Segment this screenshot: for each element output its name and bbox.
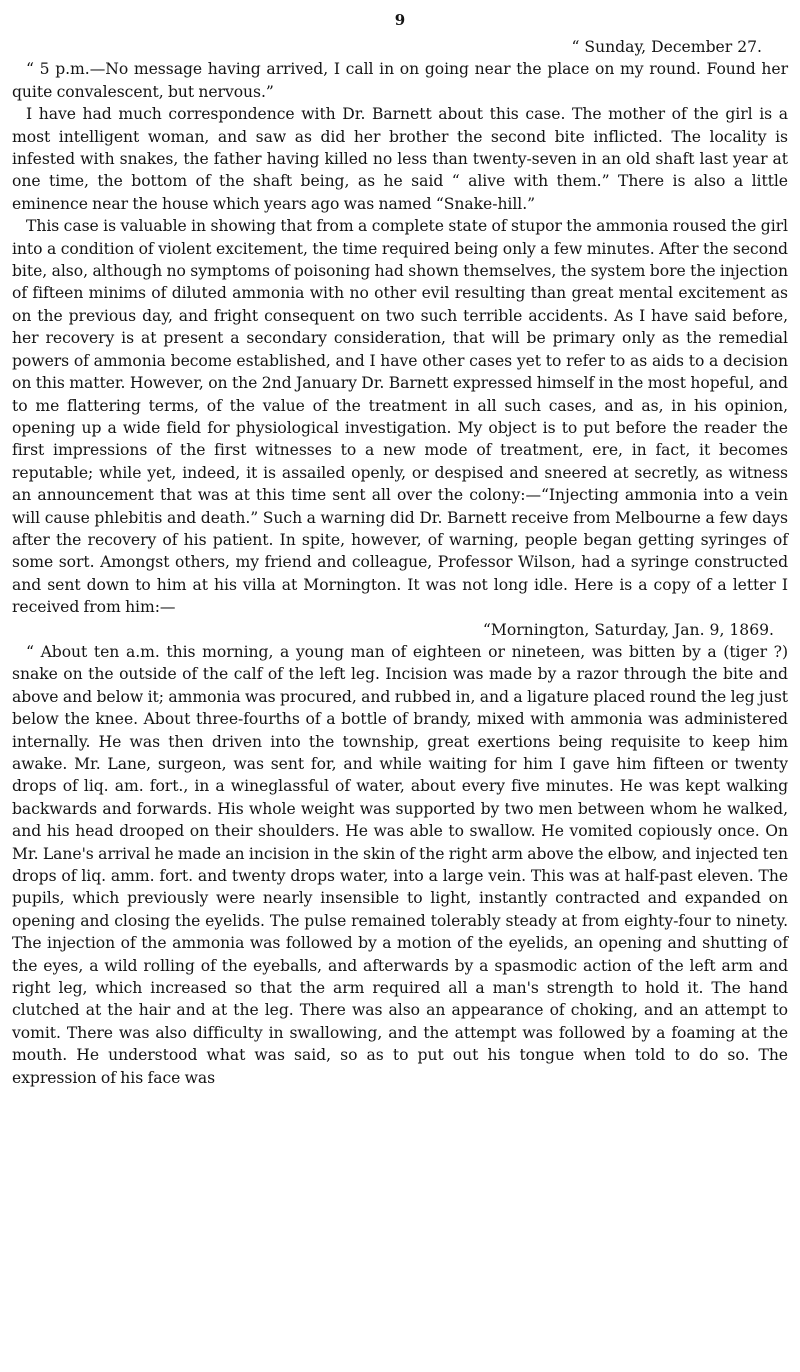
dateline-mornington: “Mornington, Saturday, Jan. 9, 1869. [482,620,774,639]
paragraph-correspondence: I have had much correspondence with Dr. Barnett about this case. The mother of the girl is a most intelligent woman, and saw as did her brother the second bite inflicted. The locality is infested with snakes, the father having killed no less than twenty-seven in an old shaft last year at one time, the bottom of the shaft being, as he said “ alive with them.” There is also a little eminence near the house which years ago was named “Snake-hill.” [12,105,788,213]
dateline-sunday: “ Sunday, December 27. [571,38,762,56]
diary-entry-5pm: “ 5 p.m.—No message having arrived, I call in on going near the place on my round. Found her quite convalescent, but nervous.” [12,60,788,101]
page-number: 9 [394,11,406,29]
paragraph-letter: “ About ten a.m. this morning, a young man of eighteen or nineteen, was bitten by a (tiger ?) snake on the outside of the calf of the left leg. Incision was made by a razor through the bite and above and below it; ammonia was procured, and rubbed in, and a ligature placed round the leg just below the knee. About three-fourths of a bottle of brandy, mixed with ammonia was administered internally. He was then driven into the township, great exertions being requisite to keep him awake. Mr. Lane, surgeon, was sent for, and while waiting for him I gave him fifteen or twenty drops of liq. am. fort., in a wineglassful of water, about every five minutes. He was kept walking backwards and forwards. His whole weight was supported by two men between whom he walked, and his head drooped on their shoulders. He was able to swallow. He vomited copiously once. On Mr. Lane's arrival he made an incision in the skin of the right arm above the elbow, and injected ten drops of liq. amm. fort. and twenty drops water, into a large vein. This was at half-past eleven. The pupils, which previously were nearly insensible to light, instantly contracted and expanded on opening and closing the eyelids. The pulse remained tolerably steady at from eighty-four to ninety. The injection of the ammonia was followed by a motion of the eyelids, an opening and shutting of the eyes, a wild rolling of the eyeballs, and afterwards by a spasmodic action of the left arm and right leg, which increased so that the arm required all a man's strength to hold it. The hand clutched at the hair and at the leg. There was also an appearance of choking, and an attempt to vomit. There was also difficulty in swallowing, and the attempt was followed by a foaming at the mouth. He understood what was said, so as to put out his tongue when told to do so. The expression of his face was [12,642,788,1087]
paragraph-case-value: This case is valuable in showing that from a complete state of stupor the ammonia roused the girl into a condition of violent excitement, the time required being only a few minutes. After the second bite, also, although no symptoms of poisoning had shown themselves, the system bore the injection of fifteen minims of diluted ammonia with no other evil resulting than great mental excitement as on the previous day, and fright consequent on two such terrible accidents. As I have said before, her recovery is at present a secondary consideration, that will be primary only as the remedial powers of ammonia become established, and I have other cases yet to refer to as aids to a decision on this matter. However, on the 2nd January Dr. Barnett expressed himself in the most hopeful, and to me flattering terms, of the value of the treatment in all such cases, and as, in his opinion, opening up a wide field for physiological investigation. My object is to put before the reader the first impressions of the first witnesses to a new mode of treatment, ere, in fact, it becomes reputable; while yet, indeed, it is assailed openly, or despised and sneered at secretly, as witness an announcement that was at this time sent all over the colony:—“Injecting ammonia into a vein will cause phlebitis and death.” Such a warning did Dr. Barnett receive from Melbourne a few days after the recovery of his patient. In spite, however, of warning, people began getting syringes of some sort. Amongst others, my friend and colleague, Professor Wilson, had a syringe constructed and sent down to him at his villa at Mornington. It was not long idle. Here is a copy of a letter I received from him:— [12,217,788,617]
